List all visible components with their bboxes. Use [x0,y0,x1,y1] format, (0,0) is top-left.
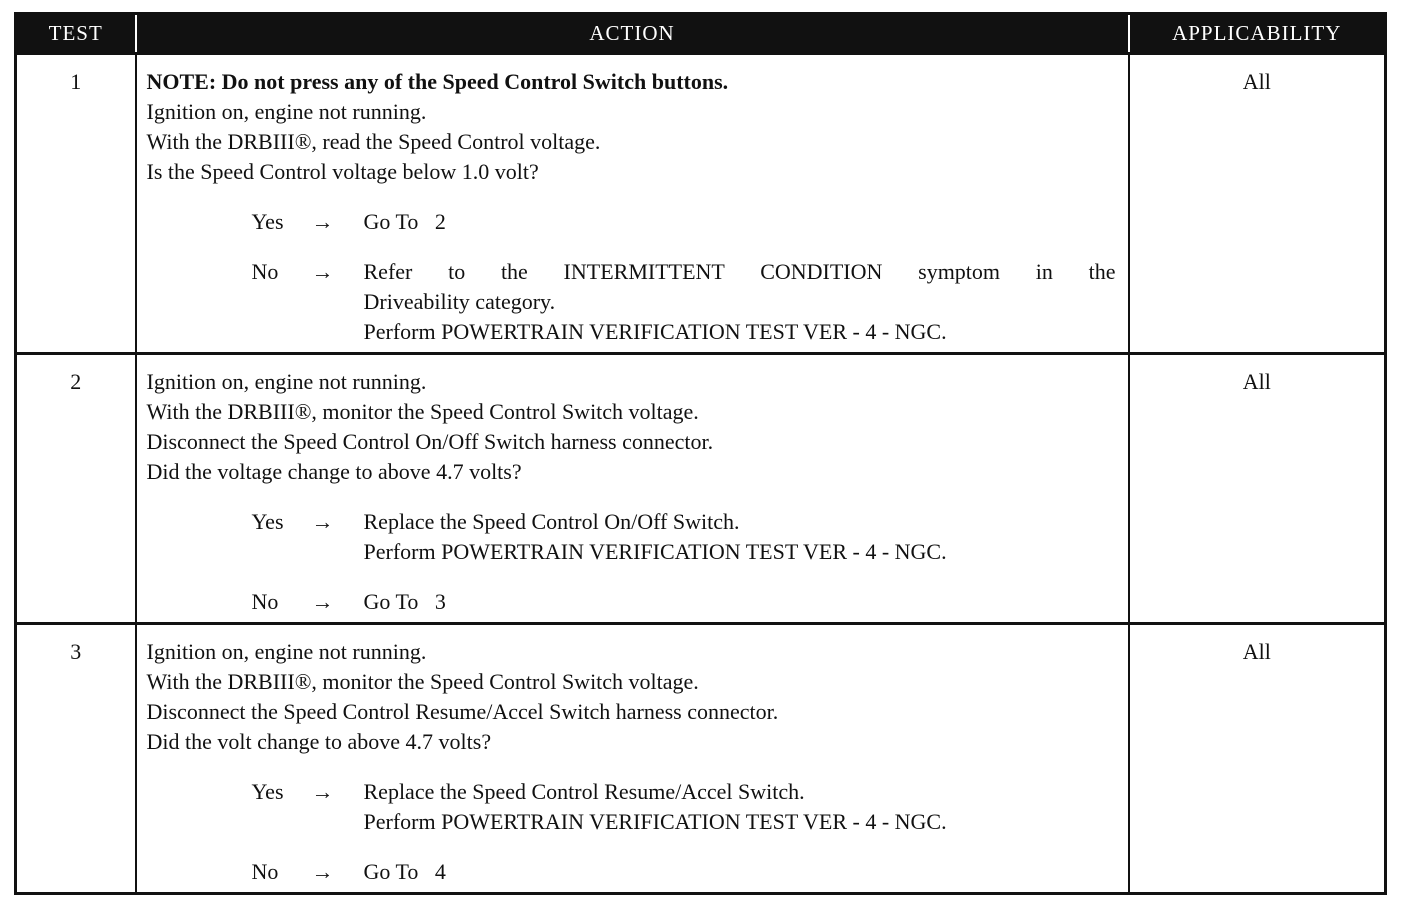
arrow-right-icon: → [311,209,334,234]
outcome-result [364,257,1118,347]
result-line: Perform POWERTRAIN VERIFICATION TEST VER - 4 - NGC. [363,809,947,834]
outcome-yes [252,777,1118,837]
header-applicability: APPLICABILITY [1129,14,1386,54]
test-number: 2 [16,354,136,624]
note-line: NOTE: Do not press any of the Speed Control Switch buttons. [146,69,729,94]
answer-label: No [251,259,279,284]
action-line: Disconnect the Speed Control On/Off Switch harness connector. [146,429,714,454]
answer-label: Yes [251,209,284,234]
test-number: 3 [16,624,136,894]
action-line: With the DRBIII®, monitor the Speed Control Switch voltage. [146,669,699,694]
action-line: With the DRBIII®, read the Speed Control voltage. [146,129,601,154]
result-line: Replace the Speed Control On/Off Switch. [363,509,740,534]
action-line: Ignition on, engine not running. [146,99,427,124]
applicability-cell: All [1129,354,1386,624]
outcome-result [364,587,1118,617]
arrow-right-icon: → [311,589,334,614]
result-line: Refer to the INTERMITTENT CONDITION symptom in the [363,259,1116,284]
answer-label: No [251,589,279,614]
outcome-result [364,857,1118,887]
outcome-no [252,257,1118,347]
outcome-result [364,777,1118,837]
action-line: Did the voltage change to above 4.7 volts? [146,459,522,484]
header-test: TEST [16,14,136,54]
diagnostic-procedure-document [14,12,1384,892]
answer-label: No [251,859,279,884]
action-cell [136,354,1129,624]
table-header-row [16,14,1386,54]
action-line: Is the Speed Control voltage below 1.0 volt? [146,159,539,184]
result-line: Driveability category. [363,289,556,314]
result-line: Go To 3 [363,589,446,614]
result-line: Go To 2 [363,209,446,234]
test-row-3 [16,624,1386,894]
action-line: With the DRBIII®, monitor the Speed Control Switch voltage. [146,399,699,424]
action-line: Ignition on, engine not running. [146,639,427,664]
test-procedure-table [14,12,1387,895]
answer-label: Yes [251,509,284,534]
outcome-yes [252,207,1118,237]
test-row-1 [16,54,1386,354]
applicability-cell: All [1129,624,1386,894]
action-cell [136,624,1129,894]
action-line: Ignition on, engine not running. [146,369,427,394]
outcome-yes [252,507,1118,567]
outcome-no [252,857,1118,887]
arrow-right-icon: → [311,859,334,884]
arrow-right-icon: → [311,779,334,804]
applicability-cell: All [1129,54,1386,354]
result-line: Perform POWERTRAIN VERIFICATION TEST VER - 4 - NGC. [363,539,947,564]
outcome-result [364,207,1118,237]
test-row-2 [16,354,1386,624]
arrow-right-icon: → [311,509,334,534]
action-cell [136,54,1129,354]
answer-label: Yes [251,779,284,804]
result-line: Go To 4 [363,859,446,884]
test-number: 1 [16,54,136,354]
header-action: ACTION [136,14,1129,54]
outcome-no [252,587,1118,617]
action-line: Did the volt change to above 4.7 volts? [146,729,492,754]
result-line: Replace the Speed Control Resume/Accel Switch. [363,779,805,804]
outcome-result [364,507,1118,567]
result-line: Perform POWERTRAIN VERIFICATION TEST VER - 4 - NGC. [363,319,947,344]
action-line: Disconnect the Speed Control Resume/Accel Switch harness connector. [146,699,779,724]
arrow-right-icon: → [311,259,334,284]
